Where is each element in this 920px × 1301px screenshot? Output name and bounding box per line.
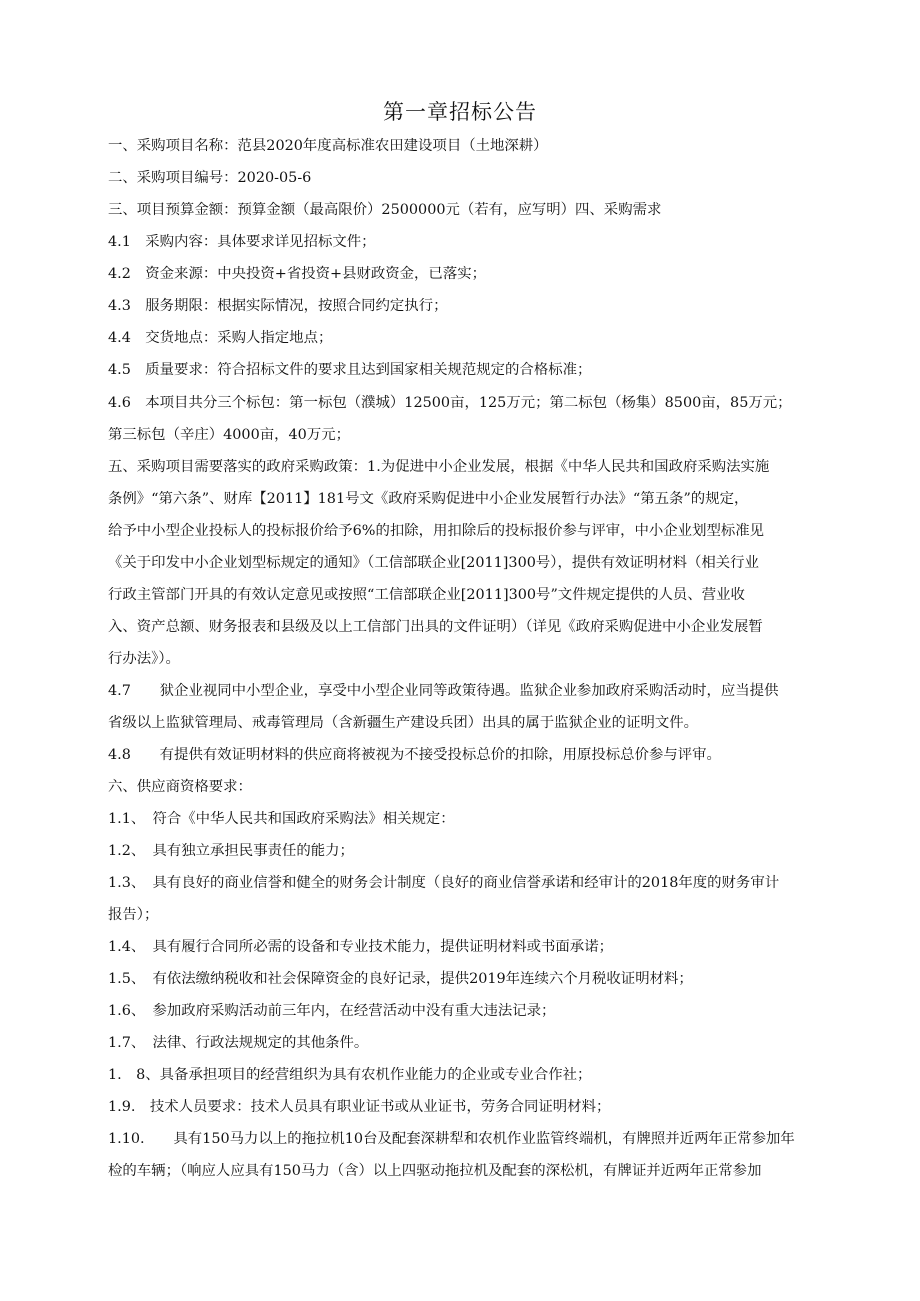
text-line: 1.7、 法律、行政法规规定的其他条件。: [108, 1035, 369, 1051]
page-title: 第一章招标公告: [383, 100, 537, 124]
text-line: 1.2、 具有独立承担民事责任的能力；: [108, 843, 354, 859]
text-line: 4.2 资金来源：中央投资+省投资+县财政资金，已落实；: [108, 266, 486, 282]
text-line: 1.4、 具有履行合同所必需的设备和专业技术能力，提供证明材料或书面承诺；: [108, 939, 613, 955]
text-line: 4.3 服务期限：根据实际情况，按照合同约定执行；: [108, 298, 448, 314]
text-line: 1.5、 有依法缴纳税收和社会保障资金的良好记录，提供2019年连续六个月税收证明材料；: [108, 971, 693, 987]
text-line: 第三标包（辛庄）4000亩，40万元；: [108, 427, 351, 443]
text-line: 二、采购项目编号：2020-05-6: [108, 170, 312, 186]
text-line: 行办法》）。: [108, 651, 180, 667]
text-line: 《关于印发中小企业划型标规定的通知》（工信部联企业[2011]300号），提供有效证明材料（相关行业: [108, 555, 759, 571]
text-line: 4.5 质量要求：符合招标文件的要求且达到国家相关规范规定的合格标准；: [108, 362, 592, 378]
text-line: 1.1、 符合《中华人民共和国政府采购法》相关规定：: [108, 811, 455, 827]
text-line: 条例》“第六条”、财库【2011】181号文《政府采购促进中小企业发展暂行办法》“第五条”的规定，: [108, 491, 749, 507]
text-line: 4.4 交货地点：采购人指定地点；: [108, 330, 333, 346]
text-line: 行政主管部门开具的有效认定意见或按照“工信部联企业[2011]300号”文件规定提供的人员、营业收: [108, 587, 745, 603]
text-line: 给予中小型企业投标人的投标报价给予6%的扣除，用扣除后的投标报价参与评审，中小企业划型标准见: [108, 523, 765, 539]
text-line: 省级以上监狱管理局、戒毒管理局（含新疆生产建设兵团）出具的属于监狱企业的证明文件。: [108, 715, 699, 731]
text-line: 三、项目预算金额：预算金额（最高限价）2500000元（若有，应写明）四、采购需求: [108, 202, 662, 218]
text-line: 4.1 采购内容：具体要求详见招标文件；: [108, 234, 376, 250]
text-line: 检的车辆；（响应人应具有150马力（含）以上四驱动拖拉机及配套的深松机，有牌证并近两年正常参加: [108, 1163, 762, 1179]
text-line: 报告）；: [108, 907, 159, 923]
text-line: 入、资产总额、财务报表和县级及以上工信部门出具的文件证明）（详见《政府采购促进中小企业发展暂: [108, 619, 763, 635]
text-line: 4.7 狱企业视同中小型企业，享受中小型企业同等政策待遇。监狱企业参加政府采购活动时，应当提供: [108, 683, 779, 699]
text-line: 4.6 本项目共分三个标包：第一标包（濮城）12500亩，125万元；第二标包（杨集）8500亩，85万元；: [108, 395, 792, 411]
text-line: 1.3、 具有良好的商业信誉和健全的财务会计制度（良好的商业信誉承诺和经审计的2018年度的财务审计: [108, 875, 780, 891]
text-line: 五、采购项目需要落实的政府采购政策：1.为促进中小企业发展，根据《中华人民共和国政府采购法实施: [108, 459, 770, 475]
text-line: 4.8 有提供有效证明材料的供应商将被视为不接受投标总价的扣除，用原投标总价参与评审。: [108, 747, 721, 763]
text-line: 1.10. 具有150马力以上的拖拉机10台及配套深耕犁和农机作业监管终端机，有牌照并近两年正常参加年: [108, 1131, 795, 1147]
text-line: 1.6、 参加政府采购活动前三年内，在经营活动中没有重大违法记录；: [108, 1003, 556, 1019]
text-line: 一、采购项目名称：范县2020年度高标准农田建设项目（土地深耕）: [108, 138, 548, 154]
text-line: 六、供应商资格要求：: [108, 779, 252, 795]
text-line: 1. 8、具备承担项目的经营组织为具有农机作业能力的企业或专业合作社；: [108, 1067, 592, 1083]
text-line: 1.9. 技术人员要求：技术人员具有职业证书或从业证书，劳务合同证明材料；: [108, 1099, 611, 1115]
